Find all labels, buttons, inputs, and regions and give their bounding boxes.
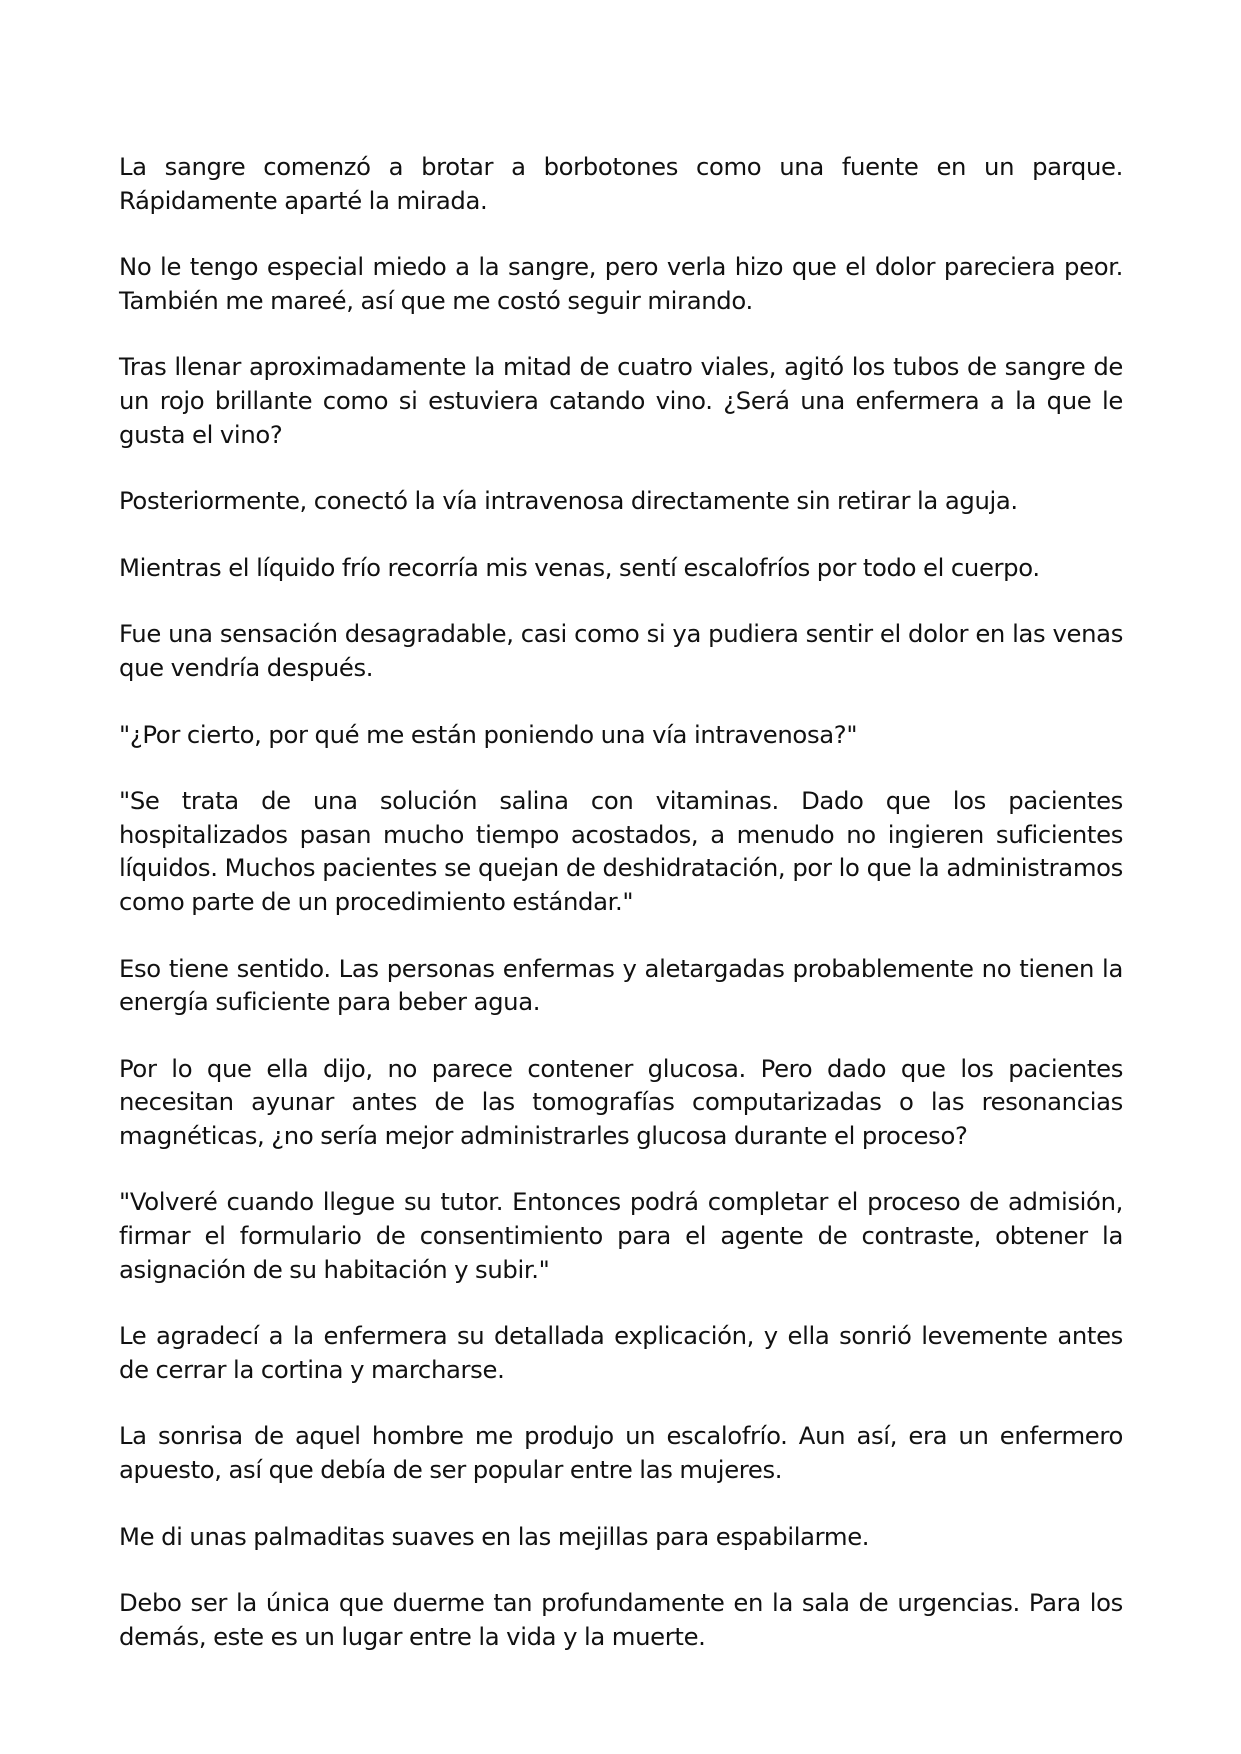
paragraph-6: Fue una sensación desagradable, casi como si ya pudiera sentir el dolor en las venas que vendría después. — [119, 619, 1123, 682]
paragraph-2: No le tengo especial miedo a la sangre, pero verla hizo que el dolor pareciera peor. También me mareé, así que me costó seguir mirando. — [119, 252, 1123, 315]
paragraph-9: Eso tiene sentido. Las personas enfermas y aletargadas probablemente no tienen la energía suficiente para beber agua. — [119, 953, 1123, 1017]
document-page — [119, 150, 1123, 1686]
paragraph-13: La sonrisa de aquel hombre me produjo un escalofrío. Aun así, era un enfermero apuesto, así que debía de ser popular entre las mujeres. — [119, 1421, 1123, 1485]
paragraph-15: Debo ser la única que duerme tan profundamente en la sala de urgencias. Para los demás, este es un lugar entre la vida y la muerte. — [119, 1588, 1123, 1651]
paragraph-12: Le agradecí a la enfermera su detallada explicación, y ella sonrió levemente antes de cerrar la cortina y marcharse. — [119, 1321, 1123, 1384]
paragraph-4: Posteriormente, conectó la vía intravenosa directamente sin retirar la aguja. — [119, 486, 1018, 516]
paragraph-5: Mientras el líquido frío recorría mis venas, sentí escalofríos por todo el cuerpo. — [119, 552, 1040, 582]
paragraph-10: Por lo que ella dijo, no parece contener glucosa. Pero dado que los pacientes necesitan ayunar antes de las tomografías computarizadas o las resonancias magnéticas, ¿no sería mejor administrarles glucosa durante el proceso? — [119, 1053, 1123, 1150]
paragraph-1: La sangre comenzó a brotar a borbotones como una fuente en un parque. Rápidamente aparté la mirada. — [119, 152, 1123, 215]
paragraph-11: "Volveré cuando llegue su tutor. Entonces podrá completar el proceso de admisión, firmar el formulario de consentimiento para el agente de contraste, obtener la asignación de su habitación y subir." — [119, 1187, 1123, 1284]
paragraph-14: Me di unas palmaditas suaves en las mejillas para espabilarme. — [119, 1521, 870, 1551]
paragraph-3: Tras llenar aproximadamente la mitad de cuatro viales, agitó los tubos de sangre de un rojo brillante como si estuviera catando vino. ¿Será una enfermera a la que le gusta el vino? — [119, 352, 1123, 449]
paragraph-8: "Se trata de una solución salina con vitaminas. Dado que los pacientes hospitalizados pasan mucho tiempo acostados, a menudo no ingieren suficientes líquidos. Muchos pacientes se quejan de deshidratación, por lo que la administramos como parte de un procedimiento estándar." — [119, 786, 1123, 916]
paragraph-7: "¿Por cierto, por qué me están poniendo una vía intravenosa?" — [119, 719, 858, 749]
